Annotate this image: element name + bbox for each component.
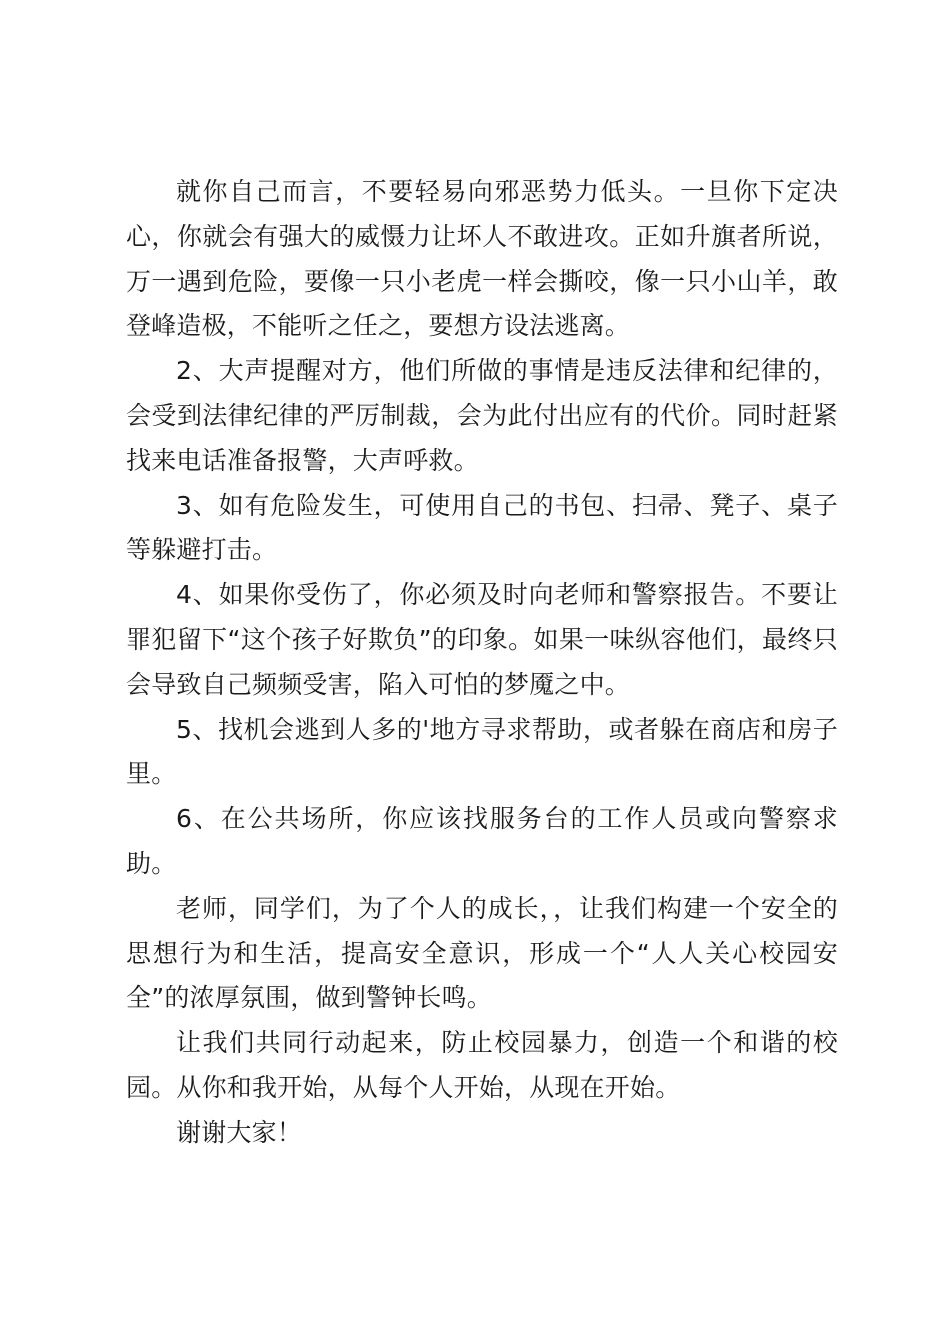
paragraph-appeal: 老师，同学们，为了个人的成长，，让我们构建一个安全的思想行为和生活，提高安全意识，形成一个“人人关心校园安全”的浓厚氛围，做到警钟长鸣。 <box>126 893 838 1013</box>
paragraph-point-6: 6、在公共场所，你应该找服务台的工作人员或向警察求助。 <box>126 804 838 878</box>
document-body <box>126 170 838 1156</box>
paragraph-point-2: 2、大声提醒对方，他们所做的事情是违反法律和纪律的，会受到法律纪律的严厉制裁，会为此付出应有的代价。同时赶紧找来电话准备报警，大声呼救。 <box>126 356 838 475</box>
paragraph-thanks: 谢谢大家！ <box>176 1117 303 1147</box>
paragraph-point-5: 5、找机会逃到人多的'地方寻求帮助，或者躲在商店和房子里。 <box>126 714 838 789</box>
paragraph-resist: 就你自己而言，不要轻易向邪恶势力低头。一旦你下定决心，你就会有强大的威慑力让坏人不敢进攻。正如升旗者所说，万一遇到危险，要像一只小老虎一样会撕咬，像一只小山羊，敢登峰造极，不能听之任之，要想方设法逃离。 <box>126 177 838 341</box>
paragraph-point-4: 4、如果你受伤了，你必须及时向老师和警察报告。不要让罪犯留下“这个孩子好欺负”的印象。如果一味纵容他们，最终只会导致自己频频受害，陷入可怕的梦魇之中。 <box>126 580 838 699</box>
paragraph-point-3: 3、如有危险发生，可使用自己的书包、扫帚、凳子、桌子等躲避打击。 <box>126 490 838 565</box>
paragraph-call-to-action: 让我们共同行动起来，防止校园暴力，创造一个和谐的校园。从你和我开始，从每个人开始，从现在开始。 <box>126 1028 838 1102</box>
